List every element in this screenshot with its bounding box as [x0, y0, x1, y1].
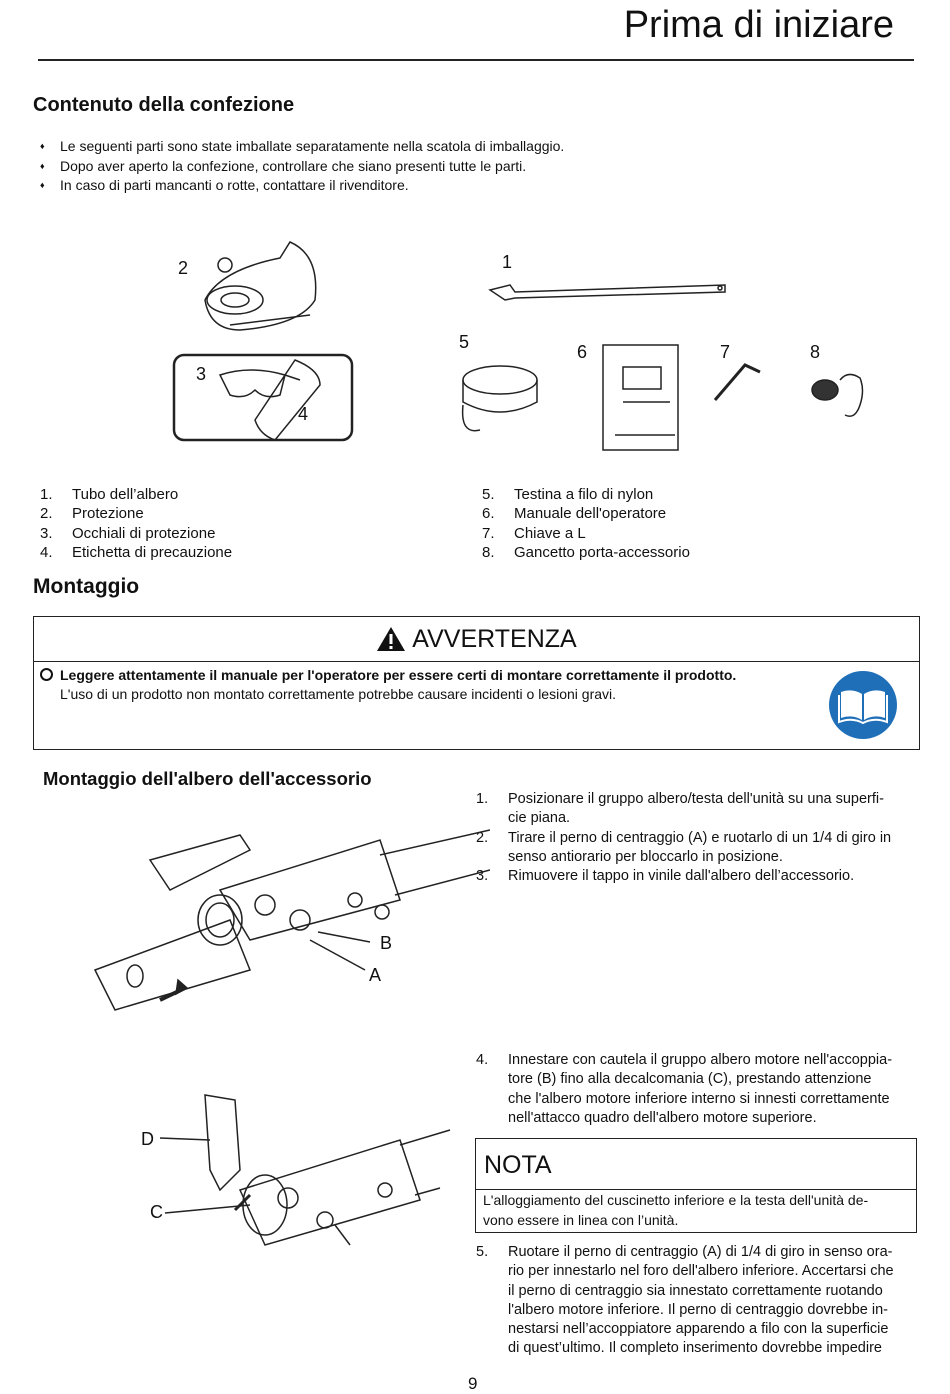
figure-label-4: 4	[298, 404, 309, 424]
coupler-illustration-1	[90, 820, 490, 1020]
safety-glasses-drawing	[220, 370, 300, 397]
list-item: 6. Manuale dell'operatore	[482, 505, 667, 523]
shaft-tube-drawing	[490, 285, 725, 300]
figure-label-1: 1	[502, 252, 513, 272]
note-text: L'alloggiamento del cuscinetto inferiore e la testa dell'unità de- vono essere in linea con l’unità.	[483, 1192, 869, 1228]
header-rule	[38, 59, 914, 61]
step-item: 2. Tirare il perno di centraggio (A) e ruotarlo di un 1/4 di giro in senso antiorario per bloccarlo in posizione.	[476, 829, 892, 865]
parts-list-left	[40, 485, 232, 562]
contents-title: Contenuto della confezione	[33, 94, 295, 116]
page-number: 9	[468, 1374, 478, 1393]
figure-label-5: 5	[459, 332, 470, 352]
manual-drawing	[603, 345, 678, 450]
figure-label-8: 8	[810, 342, 821, 362]
warning-box	[33, 616, 920, 750]
page-title: Prima di iniziare	[623, 4, 894, 46]
l-wrench-drawing	[715, 365, 760, 400]
label-b: B	[380, 933, 393, 953]
list-item: 1. Tubo dell’albero	[40, 486, 179, 503]
figure-label-2: 2	[178, 258, 189, 278]
note-divider	[476, 1189, 916, 1190]
step-4	[476, 1051, 921, 1128]
note-box	[475, 1138, 917, 1233]
assembly-title: Montaggio	[33, 575, 140, 598]
read-manual-icon	[828, 670, 898, 740]
figure-label-7: 7	[720, 342, 731, 362]
label-c: C	[150, 1202, 163, 1222]
steps-1-3	[476, 790, 921, 886]
list-item: 3. Occhiali di protezione	[40, 524, 216, 542]
label-d: D	[141, 1129, 154, 1149]
step-item: 1. Posizionare il gruppo albero/testa dell'unità su una superfi- cie piana.	[476, 791, 884, 827]
bullet-item: ♦ In caso di parti mancanti o rotte, contattare il rivenditore.	[40, 176, 564, 196]
caution-label-drawing	[255, 360, 320, 440]
note-heading: NOTA	[484, 1151, 552, 1179]
shaft-section-title: Montaggio dell'albero dell'accessorio	[43, 768, 372, 789]
step-item: 5. Ruotare il perno di centraggio (A) di 1/4 di giro in senso ora- rio per innestarlo nel foro dell'albero inferiore. Accertarsi che il perno di centraggio sia innestato correttamente ruotando l'albero motore inferiore. Il perno di centraggio dovrebbe in- nestarsi nell’accoppiatore apparendo a filo con la superficie di quest’ultimo. Il completo inserimento dovrebbe impedire	[476, 1244, 894, 1357]
list-item: 8. Gancetto porta-accessorio	[482, 543, 690, 561]
list-item: 2. Protezione	[40, 505, 144, 523]
step-5	[476, 1243, 921, 1359]
hook-drawing	[812, 374, 863, 416]
bullet-item: ♦ Le seguenti parti sono state imballate separatamente nella scatola di imballaggio.	[40, 137, 564, 157]
coupler-illustration-2	[140, 1080, 460, 1280]
bullet-item: ♦ Dopo aver aperto la confezione, controllare che siano presenti tutte le parti.	[40, 157, 564, 177]
guard-drawing	[205, 242, 316, 330]
circle-bullet-icon	[40, 668, 53, 681]
label-a: A	[369, 965, 382, 985]
figure-label-6: 6	[577, 342, 588, 362]
step-item: 3. Rimuovere il tappo in vinile dall'albero dell’accessorio.	[476, 868, 855, 885]
contents-bullets	[40, 137, 564, 196]
step-item: 4. Innestare con cautela il gruppo albero motore nell'accoppia- tore (B) fino alla decalcomania (C), prestando attenzione che l'albero motore inferiore interno si innesti correttamente nell'attacco quadro dell'albero motore superiore.	[476, 1052, 893, 1126]
nylon-head-drawing	[463, 366, 537, 431]
warning-heading: AVVERTENZA	[412, 624, 577, 653]
figure-label-3: 3	[196, 364, 207, 384]
warning-text: L'uso di un prodotto non montato correttamente potrebbe causare incidenti o lesioni gravi.	[60, 686, 617, 702]
warning-header	[34, 617, 919, 662]
list-item: 5. Testina a filo di nylon	[482, 486, 654, 503]
parts-illustration	[160, 230, 900, 460]
parts-list-right	[482, 485, 690, 562]
warning-triangle-icon	[376, 626, 406, 652]
warning-bold-text: Leggere attentamente il manuale per l'operatore per essere certi di montare correttamente il prodotto.	[60, 667, 737, 683]
list-item: 7. Chiave a L	[482, 524, 586, 542]
list-item: 4. Etichetta di precauzione	[40, 543, 233, 561]
